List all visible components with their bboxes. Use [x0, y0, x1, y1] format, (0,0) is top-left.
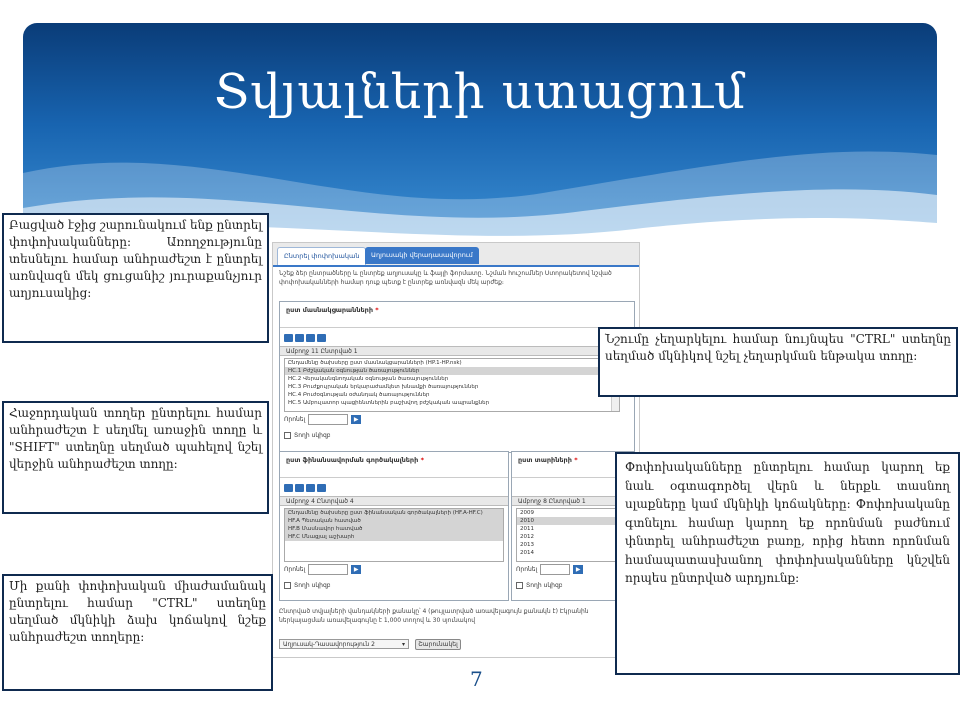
panel-indicators	[279, 301, 635, 453]
find-button[interactable]: ▶	[573, 565, 583, 574]
find-button[interactable]: ▶	[351, 565, 361, 574]
sort-up-icon[interactable]	[306, 484, 315, 492]
list-item[interactable]: 2010	[517, 517, 629, 525]
list-item[interactable]: HF.B Մասնավոր հատված	[285, 525, 503, 533]
list-item[interactable]: 2011	[520, 526, 534, 532]
selection-buttons	[284, 334, 328, 342]
select-all-icon[interactable]	[284, 484, 293, 492]
list-item[interactable]: HC.4 Բուժօգնության օժանդակ ծառայություններ	[288, 392, 430, 398]
checkbox-icon[interactable]	[516, 582, 523, 589]
count-bar: Ամբողջ 11 Ընտրված 1	[280, 346, 634, 356]
app-screenshot	[272, 242, 640, 658]
find-input[interactable]	[308, 564, 348, 575]
begins-with-checkbox[interactable]: Տողի սկիզբ	[516, 582, 563, 589]
note-bottom-right: Փոփոխականները ընտրելու համար կարող եք նաև օգտագործել վերն և ներքև տասնող սլաքները կամ մկնիկի կոճակները: Փոփոխականը գտնելու համար կարող եք որոնման բաժնում փնտրել անհրաժեշտ բառը, որից հետո որոնման համապատասխանող փոփոխականները կնշվեն որպես ընտրված արդյունք:	[615, 452, 960, 675]
panel-header: ըստ տարիների *	[512, 452, 634, 478]
list-item[interactable]: HC.3 Բուժքույրական երկարաժամկետ խնամքի ծառայություններ	[288, 384, 479, 390]
sort-down-icon[interactable]	[317, 484, 326, 492]
begins-with-checkbox[interactable]: Տողի սկիզբ	[284, 432, 331, 439]
count-bar: Ամբողջ 8 Ընտրված 1	[512, 496, 634, 506]
list-item[interactable]: 2013	[520, 542, 534, 548]
find-input[interactable]	[540, 564, 570, 575]
begins-with-checkbox[interactable]: Տողի սկիզբ	[284, 582, 331, 589]
checkbox-icon[interactable]	[284, 582, 291, 589]
list-item[interactable]: HC.5 Ամբուլատոր պացիենտներին բաշխվող բժշկական ապրանքներ	[288, 400, 490, 406]
deselect-all-icon[interactable]	[295, 484, 304, 492]
count-bar: Ամբողջ 4 Ընտրված 4	[280, 496, 508, 506]
note-bottom-left: Մի քանի փոփոխական միաժամանակ ընտրելու համար "CTRL" ստեղնը սեղմած մկնիկի ձախ կոճակով նշեք անհրաժեշտ տողերը:	[2, 574, 273, 691]
slide-title: Տվյալների ստացում	[214, 64, 746, 120]
list-item[interactable]: 2012	[520, 534, 534, 540]
list-item[interactable]: 2014	[520, 550, 534, 556]
list-item[interactable]: HC.1 Բժշկական օգնության ծառայություններ	[285, 367, 619, 375]
find-button[interactable]: ▶	[351, 415, 361, 424]
indicator-list[interactable]	[284, 358, 620, 412]
note-mid-left: Հաջորդական տողեր ընտրելու համար անհրաժեշտ է սեղմել առաջին տողը և "SHIFT" ստեղնը սեղմած պահելով նշել վերջին անհրաժեշտ տողը:	[2, 401, 269, 514]
list-item[interactable]: HC.2 Վերականգնողական օգնության ծառայություններ	[288, 376, 449, 382]
list-item[interactable]: Ընդամենը ծախսերը ըստ ֆինանսական գործակալների (HF.A-HF.C)	[285, 509, 503, 517]
list-item[interactable]: Ընդամենը ծախսերը ըստ մասնակցարանների (HP.1-HP.nsk)	[288, 360, 462, 366]
find-input[interactable]	[308, 414, 348, 425]
deselect-all-icon[interactable]	[295, 334, 304, 342]
panel-financing-agents	[279, 451, 509, 601]
find-row: Որոնել ▶	[516, 564, 583, 576]
chevron-down-icon: ▾	[401, 641, 405, 648]
tab-bar	[273, 243, 639, 267]
tab-select-variable[interactable]: Ընտրել փոփոխական	[277, 247, 366, 265]
checkbox-icon[interactable]	[284, 432, 291, 439]
selection-summary: Ընտրված տվյալների վանդակների քանակը՝ 4 (թույլատրված առավելագույն քանակն է) Էկրանին ներկայացման առավելագույնը է 1,000 տողով և 30 սյունակով	[279, 608, 589, 624]
panel-header: ըստ մասնակցարանների *	[280, 302, 634, 328]
sort-up-icon[interactable]	[306, 334, 315, 342]
list-item[interactable]: HF.C Մնացյալ աշխարհ	[285, 533, 503, 541]
note-top-left: Բացված էջից շարունակում ենք ընտրել փոփոխականները: Առողջությունը տեսնելու համար անհրաժեշտ է ընտրել առնվազն մեկ ցուցանիշ յուրաքանչյուր աղյուսակից:	[2, 213, 269, 343]
continue-button[interactable]: Շարունակել	[415, 639, 461, 650]
select-all-icon[interactable]	[284, 334, 293, 342]
years-list[interactable]	[516, 508, 630, 562]
selection-buttons	[284, 484, 328, 492]
panel-header: ըստ ֆինանսավորման գործակալների *	[280, 452, 508, 478]
page-number: 7	[470, 667, 483, 691]
format-select[interactable]: Աղյուսակ-Դասավորություն 2 ▾	[279, 639, 409, 649]
find-row: Որոնել ▶	[284, 564, 361, 576]
note-top-right: Նշումը չեղարկելու համար նույնպես "CTRL" ստեղնը սեղմած մկնիկով նշել չեղարկման ենթակա տողը:	[598, 327, 958, 397]
financing-list[interactable]	[284, 508, 504, 562]
sort-down-icon[interactable]	[317, 334, 326, 342]
list-item[interactable]: 2009	[520, 510, 534, 516]
find-row: Որոնել ▶	[284, 414, 361, 426]
tab-table-layout[interactable]: Աղյուսակի վերադասավորում	[365, 247, 479, 264]
instruction-text: Նշեք ձեր ընտրածները և ընտրեք աղյուսակը և ֆայլի ֆորմատը․ Նշման հուշումներ Ստորակետով նշված փոփոխականների համար դուք պետք է ընտրեք առնվազն մեկ արժեք։	[279, 270, 612, 286]
list-item[interactable]: HF.A Պետական հատված	[285, 517, 503, 525]
